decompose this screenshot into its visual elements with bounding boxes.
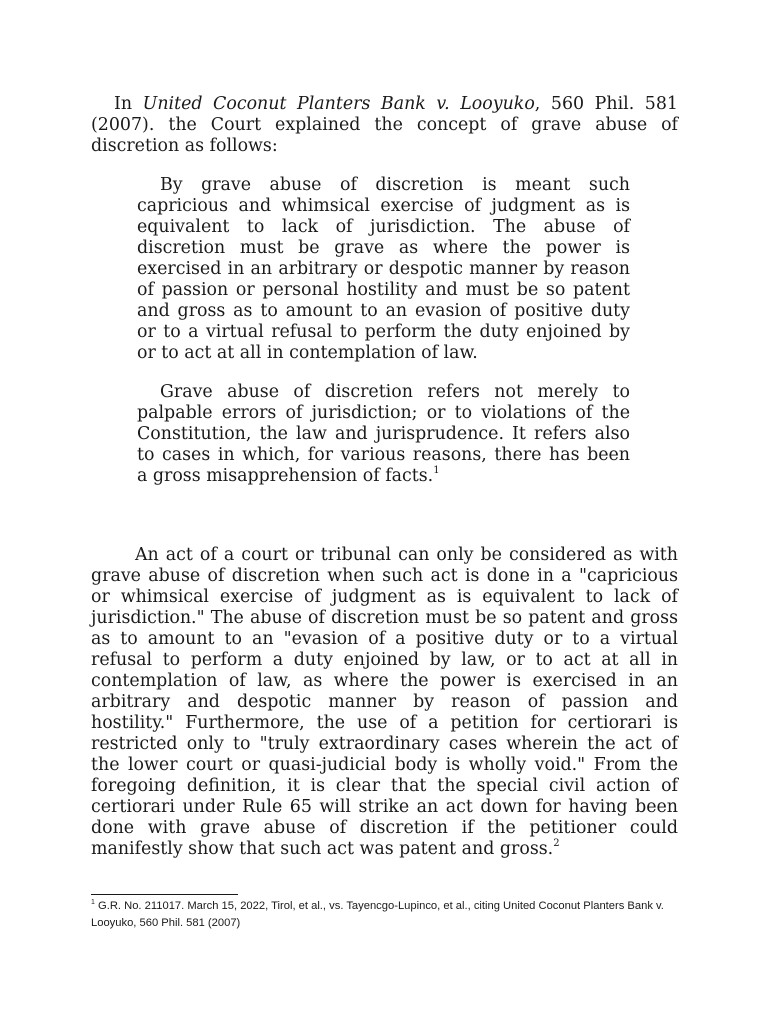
footnote-number: 1 bbox=[91, 899, 95, 906]
body-line: restricted only to "truly extraordinary cases wherein the act of bbox=[91, 734, 678, 754]
body-line: or whimsical exercise of judgment as is equivalent to lack of bbox=[91, 587, 678, 607]
body-line: certiorari under Rule 65 will strike an act down for having been bbox=[91, 797, 678, 817]
footnote-ref-1[interactable]: 1 bbox=[433, 465, 440, 476]
quote-line: or to a virtual refusal to perform the duty enjoined by bbox=[137, 322, 630, 342]
quote-line: equivalent to lack of jurisdiction. The abuse of bbox=[137, 217, 630, 237]
body-line: An act of a court or tribunal can only be considered as with bbox=[135, 545, 678, 565]
quote-line: discretion must be grave as where the power is bbox=[137, 238, 630, 258]
footnote-separator bbox=[91, 894, 238, 895]
body-line: jurisdiction." The abuse of discretion must be so patent and gross bbox=[91, 608, 678, 628]
body-line: grave abuse of discretion when such act is done in a "capricious bbox=[91, 566, 678, 586]
footnote-ref-2[interactable]: 2 bbox=[553, 838, 560, 849]
quote-line: Grave abuse of discretion refers not merely to bbox=[160, 382, 630, 402]
intro-line-1: In United Coconut Planters Bank v. Looyuko, 560 Phil. 581 bbox=[114, 94, 678, 114]
footnote-line-1: $^1$ G.R. No. 211017. March 15, 2022, Tirol, et al., vs. Tayencgo-Lupinco, et al., citing United Coconut Planters Bank v. bbox=[91, 899, 664, 912]
quote-line: a gross misapprehension of facts.$^1$ bbox=[137, 465, 440, 486]
body-line: manifestly show that such act was patent and gross.$^2$ bbox=[91, 838, 560, 859]
body-line: as to amount to an "evasion of a positive duty or to a virtual bbox=[91, 629, 678, 649]
body-line: foregoing definition, it is clear that the special civil action of bbox=[91, 776, 678, 796]
quote-line: capricious and whimsical exercise of judgment as is bbox=[137, 196, 630, 216]
quote-line: of passion or personal hostility and must be so patent bbox=[137, 280, 630, 300]
intro-line-3: discretion as follows: bbox=[91, 136, 278, 156]
quote-line: exercised in an arbitrary or despotic manner by reason bbox=[137, 259, 630, 279]
body-line: done with grave abuse of discretion if the petitioner could bbox=[91, 818, 678, 838]
quote-line: or to act at all in contemplation of law. bbox=[137, 343, 478, 363]
body-line: arbitrary and despotic manner by reason of passion and bbox=[91, 692, 678, 712]
body-line: refusal to perform a duty enjoined by law, or to act at all in bbox=[91, 650, 678, 670]
quote-line: palpable errors of jurisdiction; or to violations of the bbox=[137, 403, 630, 423]
footnote-line-2: Looyuko, 560 Phil. 581 (2007) bbox=[91, 917, 241, 929]
intro-line-2: (2007). the Court explained the concept of grave abuse of bbox=[91, 115, 678, 135]
quote-line: By grave abuse of discretion is meant such bbox=[160, 175, 630, 195]
body-line: the lower court or quasi-judicial body is wholly void." From the bbox=[91, 755, 678, 775]
body-line: hostility." Furthermore, the use of a petition for certiorari is bbox=[91, 713, 678, 733]
quote-line: Constitution, the law and jurisprudence. It refers also bbox=[137, 424, 630, 444]
quote-line: to cases in which, for various reasons, there has been bbox=[137, 445, 630, 465]
case-citation: United Coconut Planters Bank v. Looyuko bbox=[142, 94, 535, 114]
body-line: contemplation of law, as where the power is exercised in an bbox=[91, 671, 678, 691]
quote-line: and gross as to amount to an evasion of positive duty bbox=[137, 301, 630, 321]
